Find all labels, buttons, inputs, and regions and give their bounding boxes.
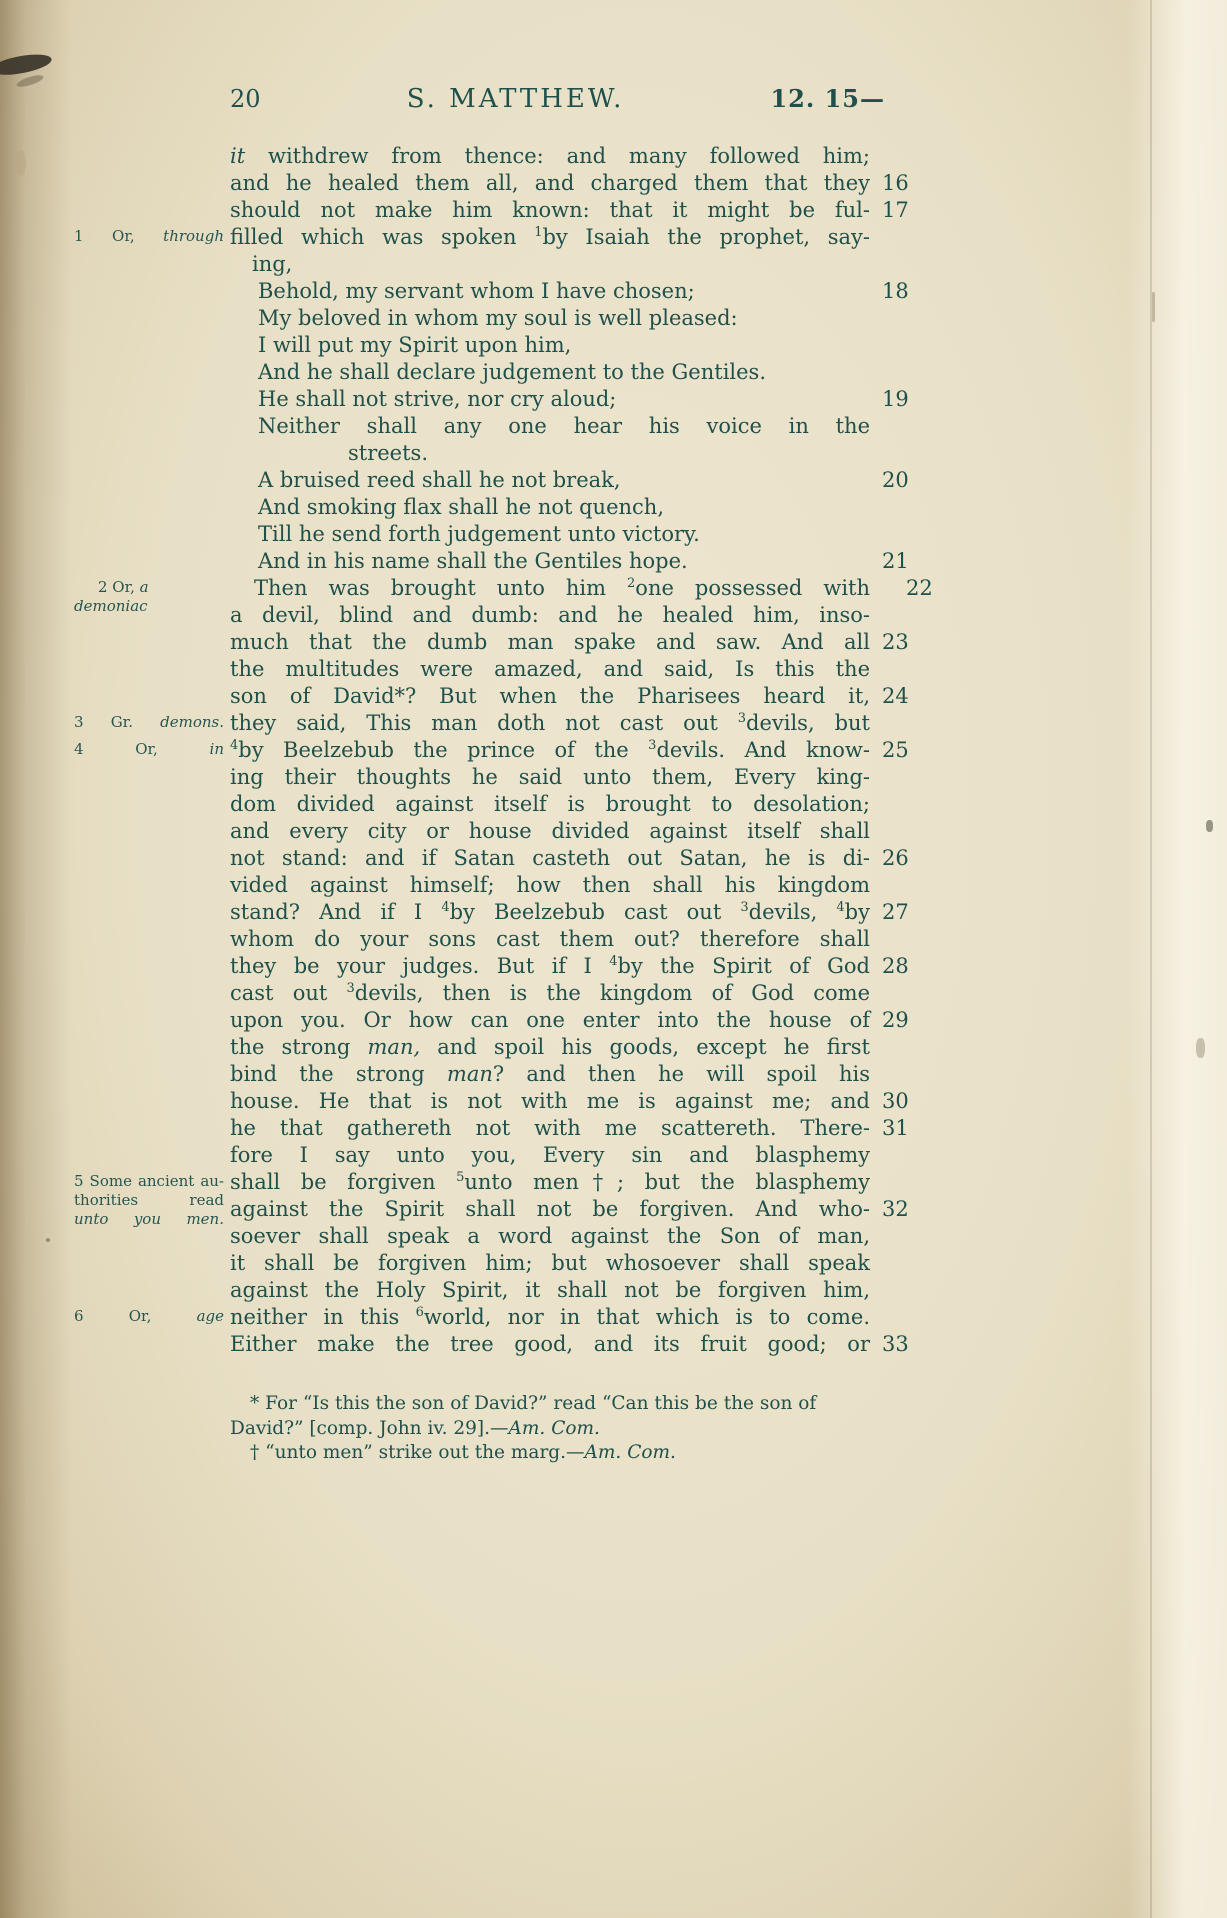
- line-text: streets.: [348, 441, 429, 465]
- line-text: a devil, blind and dumb: and he healed him, inso-: [230, 603, 870, 627]
- line-text: Either make the tree good, and its fruit good; or: [230, 1332, 870, 1356]
- text-line: [230, 1142, 870, 1169]
- text-line: [230, 359, 870, 386]
- paper-corner-smudge: [15, 73, 44, 89]
- line-text: they said, This man doth not cast out $^3$devils, but: [230, 711, 870, 735]
- text-line: [230, 1088, 909, 1115]
- line-text: the multitudes were amazed, and said, Is this the: [230, 657, 870, 681]
- margin-note: 4 Or, in: [74, 740, 224, 758]
- line-text: and every city or house divided against itself shall: [230, 819, 870, 843]
- line-text: upon you. Or how can one enter into the house of: [230, 1008, 870, 1032]
- verse-number: 25: [882, 738, 909, 762]
- text-line: [230, 440, 870, 467]
- text-line: [230, 1331, 909, 1358]
- text-line: [230, 251, 870, 278]
- text-line: [230, 656, 870, 683]
- line-text: the strong man, and spoil his goods, except he first: [230, 1035, 870, 1059]
- verse-number: 24: [882, 684, 909, 708]
- line-text: filled which was spoken $^1$by Isaiah the prophet, say-: [230, 225, 870, 249]
- line-text: they be your judges. But if I $^4$by the Spirit of God: [230, 954, 870, 978]
- text-line: [230, 413, 870, 440]
- margin-note: 3 Gr. demons.: [74, 713, 224, 731]
- verse-number: 17: [882, 198, 909, 222]
- verse-number: 16: [882, 171, 909, 195]
- line-text: much that the dumb man spake and saw. And all: [230, 630, 870, 654]
- line-text: Till he send forth judgement unto victory.: [258, 522, 700, 546]
- verse-number: 20: [882, 468, 909, 492]
- text-line: [230, 629, 909, 656]
- verse-number: 30: [882, 1089, 909, 1113]
- verse-number: 23: [882, 630, 909, 654]
- paper-stain: [16, 150, 26, 176]
- line-text: cast out $^3$devils, then is the kingdom of God come: [230, 981, 870, 1005]
- verse-number: 31: [882, 1116, 909, 1140]
- line-text: And smoking flax shall he not quench,: [258, 495, 664, 519]
- text-line: [230, 494, 870, 521]
- footnotes: [230, 1392, 905, 1466]
- text-line: [230, 170, 909, 197]
- text-line: [230, 602, 870, 629]
- verse-number: 19: [882, 387, 909, 411]
- line-text: dom divided against itself is brought to desolation;: [230, 792, 870, 816]
- text-line: [230, 1196, 909, 1223]
- line-text: fore I say unto you, Every sin and blasphemy: [230, 1143, 870, 1167]
- text-line: [74, 1304, 870, 1331]
- line-text: not stand: and if Satan casteth out Satan, he is di-: [230, 846, 870, 870]
- line-text: stand? And if I $^4$by Beelzebub cast out $^3$devils, $^4$by: [230, 900, 870, 924]
- margin-note: 1 Or, through: [74, 227, 224, 245]
- text-line: [230, 1277, 870, 1304]
- line-text: and he healed them all, and charged them that they: [230, 171, 870, 195]
- line-text: And he shall declare judgement to the Gentiles.: [258, 360, 767, 384]
- verse-number: 21: [882, 549, 909, 573]
- footnote-line: † “unto men” strike out the marg.—Am. Com.: [250, 1442, 676, 1463]
- line-text: Neither shall any one hear his voice in the: [258, 414, 870, 438]
- verse-number: 28: [882, 954, 909, 978]
- line-text: My beloved in whom my soul is well pleased:: [258, 306, 738, 330]
- line-text: He shall not strive, nor cry aloud;: [258, 387, 617, 411]
- text-line: [230, 548, 909, 575]
- paper-stain: [1206, 820, 1213, 832]
- line-text: soever shall speak a word against the Son of man,: [230, 1224, 870, 1248]
- line-text: shall be forgiven $^5$unto men†; but the blasphemy: [230, 1170, 870, 1194]
- line-text: A bruised reed shall he not break,: [258, 468, 621, 492]
- line-text: house. He that is not with me is against me; and: [230, 1089, 870, 1113]
- line-text: he that gathereth not with me scattereth. There-: [230, 1116, 870, 1140]
- line-text: son of David*? But when the Pharisees heard it,: [230, 684, 870, 708]
- paper-stain: [1152, 292, 1155, 322]
- verse-number: 26: [882, 846, 909, 870]
- text-line: [230, 305, 870, 332]
- page-crease: [1150, 0, 1152, 1918]
- body-text: [74, 143, 933, 1358]
- text-line: [230, 197, 909, 224]
- text-line: [230, 818, 870, 845]
- text-line: [230, 1223, 870, 1250]
- page-reference: 12. 15—: [770, 84, 885, 113]
- text-line: [230, 683, 909, 710]
- verse-number: 18: [882, 279, 909, 303]
- page-number: 20: [230, 85, 261, 113]
- paper-corner-mark: [0, 50, 53, 78]
- line-text: against the Spirit shall not be forgiven. And who-: [230, 1197, 870, 1221]
- text-line: [230, 1115, 909, 1142]
- text-line: [230, 332, 870, 359]
- line-text: it shall be forgiven him; but whosoever shall speak: [230, 1251, 870, 1275]
- line-text: Then was brought unto him $^2$one possessed with: [254, 576, 871, 600]
- text-line: [230, 278, 909, 305]
- paper-stain: [46, 1238, 50, 1242]
- text-line: [230, 872, 870, 899]
- line-text: $^4$by Beelzebub the prince of the $^3$devils. And know-: [230, 738, 871, 762]
- text-line: [230, 1034, 870, 1061]
- text-line: [230, 1250, 870, 1277]
- text-line: [230, 980, 870, 1007]
- verse-number: 32: [882, 1197, 909, 1221]
- text-line: [230, 386, 909, 413]
- text-line: [74, 224, 870, 251]
- line-text: ing,: [252, 252, 293, 276]
- line-text: bind the strong man? and then he will spoil his: [230, 1062, 870, 1086]
- margin-note: 2 Or, a demoniac: [74, 578, 149, 615]
- paper-stain: [1196, 1038, 1205, 1058]
- line-text: And in his name shall the Gentiles hope.: [258, 549, 688, 573]
- text-line: [230, 1007, 909, 1034]
- margin-note: 5 Some ancient au- thorities read unto you men.: [74, 1172, 224, 1228]
- text-line: [74, 737, 909, 764]
- footnote-line: * For “Is this the son of David?” read “Can this be the son of: [250, 1393, 817, 1414]
- page-title: S. MATTHEW.: [406, 84, 625, 114]
- line-text: vided against himself; how then shall his kingdom: [230, 873, 870, 897]
- line-text: I will put my Spirit upon him,: [258, 333, 572, 357]
- verse-number: 29: [882, 1008, 909, 1032]
- text-line: [230, 791, 870, 818]
- line-text: neither in this $^6$world, nor in that which is to come.: [230, 1305, 870, 1329]
- verse-number: 27: [882, 900, 909, 924]
- text-line: [230, 764, 870, 791]
- text-line: [230, 899, 909, 926]
- text-line: [230, 953, 909, 980]
- text-line: [230, 143, 870, 170]
- footnote-line: David?” [comp. John iv. 29].—Am. Com.: [230, 1417, 600, 1439]
- verse-number: 22: [906, 576, 933, 600]
- text-line: [230, 926, 870, 953]
- text-line: [230, 845, 909, 872]
- page-header: [230, 84, 885, 114]
- line-text: against the Holy Spirit, it shall not be forgiven him,: [230, 1278, 870, 1302]
- margin-note: 6 Or, age: [74, 1307, 224, 1325]
- text-line: [74, 710, 870, 737]
- line-text: Behold, my servant whom I have chosen;: [258, 279, 695, 303]
- text-line: [230, 521, 870, 548]
- line-text: whom do your sons cast them out? therefore shall: [230, 927, 870, 951]
- line-text: it withdrew from thence: and many followed him;: [230, 144, 870, 168]
- line-text: should not make him known: that it might be ful-: [230, 198, 870, 222]
- line-text: ing their thoughts he said unto them, Every king-: [230, 765, 870, 789]
- verse-number: 33: [882, 1332, 909, 1356]
- text-line: [230, 467, 909, 494]
- text-line: [230, 1061, 870, 1088]
